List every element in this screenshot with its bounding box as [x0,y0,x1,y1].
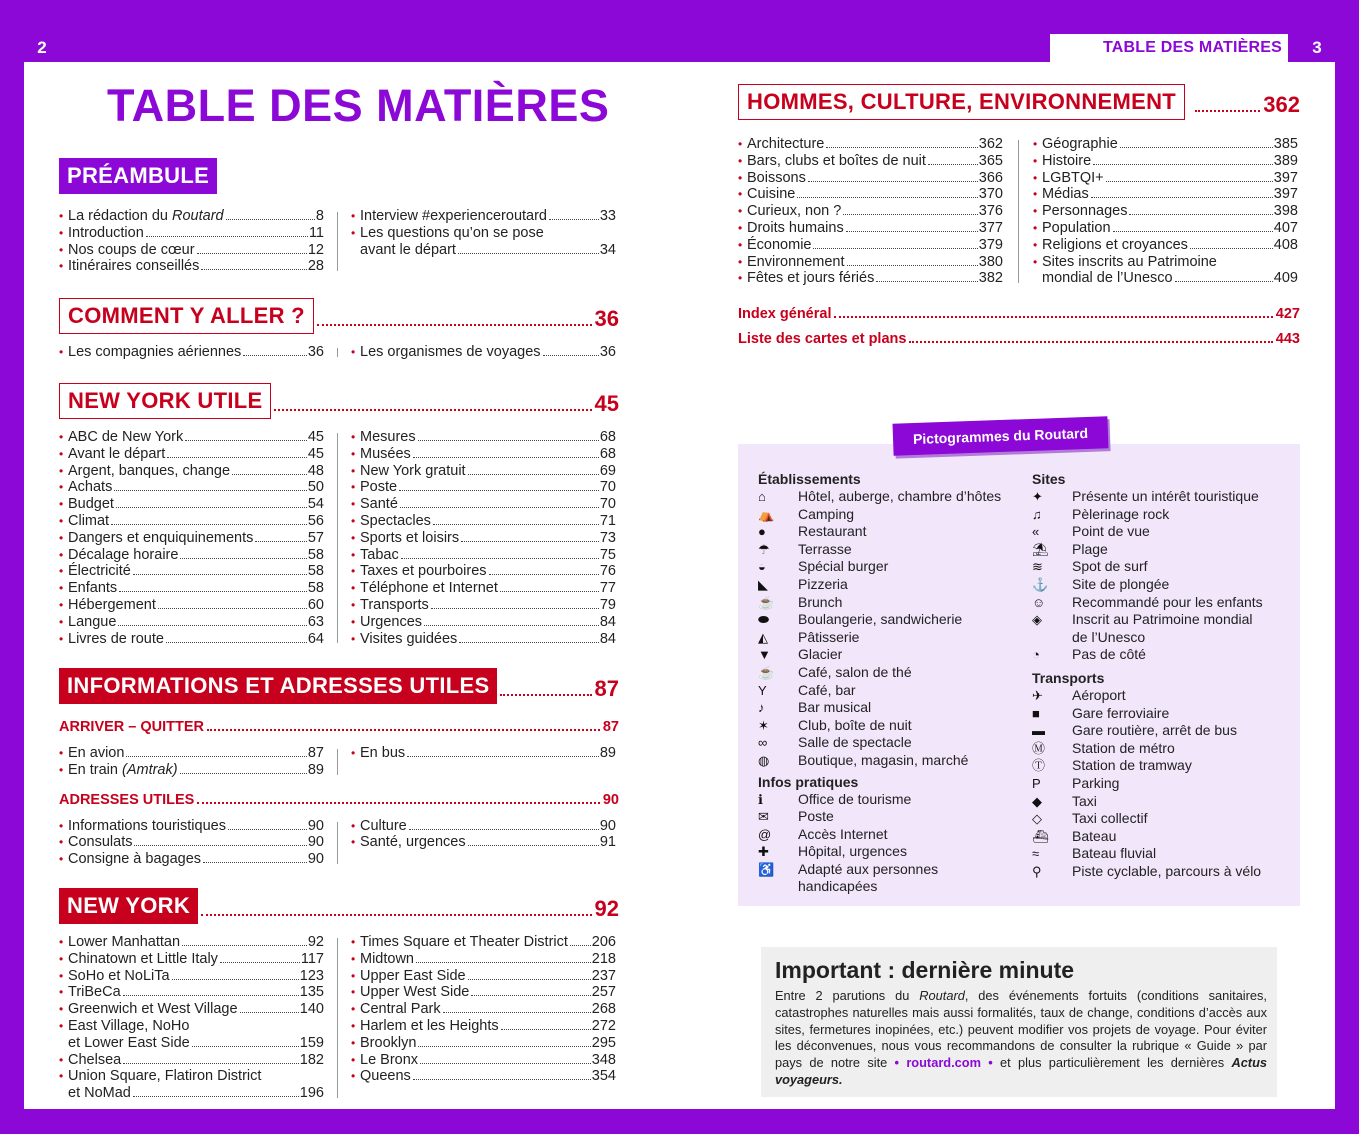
toc-entry[interactable]: • Hébergement 60 [59,597,324,614]
toc-entry[interactable]: • TriBeCa 135 [59,984,324,1001]
toc-entry[interactable]: • Taxes et pourboires 76 [351,563,616,580]
glass-icon: Y [758,682,767,698]
beach-icon: ⛱ [1032,541,1049,557]
toc-entry[interactable]: • Décalage horaire 58 [59,547,324,564]
unesco-icon: ◈ [1032,612,1042,628]
section-page: 87 [594,676,619,701]
toc-entry[interactable]: • Enfants 58 [59,580,324,597]
toc-entry[interactable]: • Harlem et les Heights 272 [351,1018,616,1035]
subsection-arriver-quitter[interactable]: ARRIVER – QUITTER 87 [59,719,619,735]
parking-icon: P [1032,775,1041,791]
surf-icon: ≋ [1032,559,1043,575]
category-title: Infos pratiques [758,773,859,790]
picto-item: ≈ Bateau fluvial [1032,845,1157,862]
offbeat-icon: ◔ [1032,647,1040,663]
pizza-icon: ◣ [758,576,768,592]
page-number-left: 2 [22,34,62,62]
toc-entry[interactable]: • Histoire 389 [1033,153,1298,170]
toc-entry[interactable]: • Itinéraires conseillés 28 [59,258,324,275]
toc-entry[interactable]: • Achats 50 [59,479,324,496]
toc-entry[interactable]: • Les compagnies aériennes 36 [59,344,324,361]
picto-item: « Point de vue [1032,523,1150,540]
picto-item: ☂ Terrasse [758,540,852,557]
picto-item: ◭ Pâtisserie [758,628,860,645]
toc-entry[interactable]: • Bars, clubs et boîtes de nuit 365 [738,153,1003,170]
bus-icon: ▬ [1032,723,1045,739]
toc-entry[interactable]: • Médias 397 [1033,186,1298,203]
toc-entry[interactable]: • LGBTQI+ 397 [1033,170,1298,187]
toc-entry[interactable]: • Budget 54 [59,496,324,513]
toc-column [1033,136,1298,287]
toc-entry[interactable]: • Union Square, Flatiron District et NoMad 196 [59,1068,324,1102]
toc-entry[interactable]: • Urgences 84 [351,614,616,631]
toc-entry[interactable]: • Spectacles 71 [351,513,616,530]
toc-entry[interactable]: • Lower Manhattan 92 [59,934,324,951]
toc-entry[interactable]: • Les questions qu’on se pose avant le départ 34 [351,225,616,259]
toc-entry[interactable]: • Le Bronx 348 [351,1052,616,1069]
toc-entry[interactable]: • Argent, banques, change 48 [59,463,324,480]
pictograms-title: Pictogrammes du Routard [893,416,1109,455]
picto-item: ♫ Pèlerinage rock [1032,505,1170,522]
mask-icon: ∞ [758,735,768,751]
picto-item: @ Accès Internet [758,825,888,842]
toc-entry[interactable]: • SoHo et NoLiTa 123 [59,968,324,985]
airport-icon: ✈ [1032,687,1043,703]
running-header: TABLE DES MATIÈRES [1050,34,1288,62]
toc-entry[interactable]: • Interview #experienceroutard 33 [351,208,616,225]
toc-entry[interactable]: • Santé 70 [351,496,616,513]
toc-entry[interactable]: • En avion 87 [59,745,324,762]
category-title: Établissements [758,471,861,487]
toc-entry[interactable]: • Upper East Side 237 [351,968,616,985]
picto-item: ℹ Office de tourisme [758,790,912,807]
section-page: 36 [594,306,619,331]
picto-item: ⛱ Plage [1032,540,1108,557]
diving-icon: ⚓ [1032,576,1049,592]
toc-entry[interactable]: • Dangers et enquiquinements 57 [59,530,324,547]
picto-item: ☕ Café, salon de thé [758,663,912,680]
toc-entry[interactable]: • Architecture 362 [738,136,1003,153]
picto-item: ▬ Gare routière, arrêt de bus [1032,722,1237,739]
picto-item: ♪ Bar musical [758,699,872,716]
category-title: Transports [1032,669,1105,686]
toc-entry[interactable]: • Électricité 58 [59,563,324,580]
picto-item: Ⓜ Station de métro [1032,739,1175,756]
section-title: NEW YORK UTILE [59,383,271,419]
picto-item: ⬬ Boulangerie, sandwicherie [758,611,963,628]
picto-item: ■ Gare ferroviaire [1032,704,1170,721]
section-title: INFORMATIONS ET ADRESSES UTILES [59,668,497,704]
picto-item: ☕ Brunch [758,593,843,610]
index-general-link[interactable]: Index général 427 [738,306,1300,322]
toc-entry[interactable]: • Informations touristiques 90 [59,818,324,835]
hotel-icon: ⌂ [758,489,766,504]
icecream-icon: ▼ [758,647,771,663]
toc-entry[interactable]: • Climat 56 [59,513,324,530]
toc-entry[interactable]: • Nos coups de cœur 12 [59,242,324,259]
toc-entry[interactable]: • En train (Amtrak) 89 [59,762,324,779]
toc-entry[interactable]: • Transports 79 [351,597,616,614]
toc-entry[interactable]: • Santé, urgences 91 [351,834,616,851]
wheelchair-icon: ♿ [758,861,775,877]
toc-entry[interactable]: • Curieux, non ? 376 [738,203,1003,220]
toc-entry[interactable]: • Sites inscrits au Patrimoine mondial de l’Unesco 409 [1033,254,1298,288]
terrasse-icon: ☂ [758,541,770,557]
viewpoint-icon: « [1032,524,1040,540]
important-text: Entre 2 parutions du Routard, des événements fortuits (conditions sanitaires, catastrophes naturelles mais aussi formalités, taux de change, conditions d’accès aux sites, fermetures inopinées, etc.) peuvent modifier vos projets de voyage. Pour éviter les déconvenues, nous vous recommandons de consulter la rubrique « Guide » par pays de notre site • routard.com • et plus particulièrement les dernières Actus voyageurs. [775,988,1268,1087]
subsection-adresses-utiles[interactable]: ADRESSES UTILES 90 [59,791,619,808]
category-title: Sites [1032,471,1066,487]
picto-item: ◇ Taxi collectif [1032,810,1148,827]
toc-entry[interactable]: • Culture 90 [351,818,616,835]
toc-entry[interactable]: • New York gratuit 69 [351,463,616,480]
train-icon: ■ [1032,705,1040,721]
routard-link[interactable]: • routard.com • [894,1055,993,1071]
bike-icon: ⚲ [1032,863,1042,879]
toc-entry[interactable]: • Chinatown et Little Italy 117 [59,951,324,968]
pastry-icon: ◭ [758,629,768,645]
picto-item: ⌂ Hôtel, auberge, chambre d’hôtes [758,488,1002,504]
camping-icon: ⛺ [758,506,775,522]
taxi-icon: ◆ [1032,793,1042,809]
toc-entry[interactable]: • Queens 354 [351,1068,616,1085]
picto-item: ◆ Taxi [1032,792,1097,809]
picto-item: Y Café, bar [758,681,856,698]
music-icon: ♪ [758,700,765,716]
picto-item: ✦ Présente un intérêt touristique [1032,488,1259,504]
section-title: PRÉAMBULE [59,158,217,194]
toc-entry[interactable]: • Introduction 11 [59,225,324,242]
toc-column [738,136,1003,287]
pictograms-column-right [1032,470,1297,880]
toc-column [59,208,324,275]
picto-item: P Parking [1032,774,1120,791]
toc-entry[interactable]: • Tabac 75 [351,547,616,564]
toc-entry[interactable]: • East Village, NoHo et Lower East Side 159 [59,1018,324,1052]
toc-entry[interactable]: • La rédaction du Routard 8 [59,208,324,225]
toc-entry[interactable]: • Téléphone et Internet 77 [351,580,616,597]
section-title: COMMENT Y ALLER ? [59,298,314,334]
picto-item: ⛴ Bateau [1032,827,1117,844]
cup-icon: ☕ [758,664,775,680]
bread-icon: ⬬ [758,612,770,628]
guitar-icon: ♫ [1032,506,1042,522]
toc-entry[interactable]: • Musées 68 [351,446,616,463]
section-preambule [59,156,619,275]
picto-item: ▼ Glacier [758,646,843,663]
metro-icon: Ⓜ [1032,740,1046,756]
picto-item: ⛺ Camping [758,505,855,522]
picto-item: ◣ Pizzeria [758,575,848,592]
toc-entry[interactable]: • Cuisine 370 [738,186,1003,203]
toc-column [59,429,324,647]
picto-item: Ⓣ Station de tramway [1032,757,1192,774]
toc-entry[interactable]: • Religions et croyances 408 [1033,237,1298,254]
toc-entry[interactable]: • Droits humains 377 [738,220,1003,237]
burger-icon: ◒ [758,559,766,575]
picto-item: ∞ Salle de spectacle [758,734,912,751]
picto-item: ☺ Recommandé pour les enfants [1032,593,1263,610]
picto-item: ♿ Adapté aux personnes handicapées [758,860,939,895]
touristic-icon: ✦ [1032,489,1043,504]
picto-item: ≋ Spot de surf [1032,558,1148,575]
toc-column [59,934,324,1102]
index-links [738,305,1300,348]
info-icon: ℹ [758,791,763,807]
section-hommes-culture [738,82,1300,287]
toc-entry[interactable]: • Midtown 218 [351,951,616,968]
toc-entry[interactable]: • Poste 70 [351,479,616,496]
section-title: NEW YORK [59,888,198,924]
toc-entry[interactable]: • ABC de New York 45 [59,429,324,446]
section-page: 45 [594,391,619,416]
picto-item: ● Restaurant [758,523,867,540]
toc-entry[interactable]: • Times Square et Theater District 206 [351,934,616,951]
toc-column [351,934,616,1102]
section-new-york [59,886,619,1102]
picto-item: ✉ Poste [758,808,834,825]
basket-icon: ◍ [758,752,770,768]
toc-entry[interactable]: • Brooklyn 295 [351,1035,616,1052]
picto-item: ⚓ Site de plongée [1032,575,1170,592]
toc-entry[interactable]: • Personnages 398 [1033,203,1298,220]
river-boat-icon: ≈ [1032,846,1040,862]
picto-item: ✈ Aéroport [1032,686,1126,703]
picto-item: ◍ Boutique, magasin, marché [758,751,969,768]
toc-entry[interactable]: • Environnement 380 [738,254,1003,271]
toc-entry[interactable]: • Sports et loisirs 73 [351,530,616,547]
picto-item: ⚲ Piste cyclable, parcours à vélo [1032,862,1262,879]
dancer-icon: ✶ [758,717,769,733]
toc-entry[interactable]: • Visites guidées 84 [351,631,616,648]
toc-entry[interactable]: • Géographie 385 [1033,136,1298,153]
picto-item: ◔ Pas de côté [1032,646,1146,663]
brunch-icon: ☕ [758,594,775,610]
section-informations [59,666,619,868]
toc-entry[interactable]: • Avant le départ 45 [59,446,324,463]
section-new-york-utile [59,381,619,647]
toc-entry[interactable]: • Upper West Side 257 [351,984,616,1001]
section-title: HOMMES, CULTURE, ENVIRONNEMENT [738,84,1185,120]
toc-entry[interactable]: • Boissons 366 [738,170,1003,187]
toc-column [351,429,616,647]
tram-icon: Ⓣ [1032,758,1046,774]
toc-entry[interactable]: • Fêtes et jours fériés 382 [738,270,1003,287]
toc-entry[interactable]: • Consigne à bagages 90 [59,851,324,868]
important-title: Important : dernière minute [775,957,1075,983]
pictograms-column-left [758,470,1023,896]
picto-item: ◈ Inscrit au Patrimoine mondial de l’Unesco [1032,611,1253,645]
restaurant-icon: ● [758,524,766,540]
page-title: TABLE DES MATIÈRES [107,80,610,131]
toc-column [351,208,616,275]
page-number-right: 3 [1297,34,1337,62]
mail-icon: ✉ [758,809,769,825]
shared-taxi-icon: ◇ [1032,811,1042,827]
picto-item: ✚ Hôpital, urgences [758,843,907,860]
children-icon: ☺ [1032,594,1046,610]
section-page: 92 [594,896,619,921]
toc-entry[interactable]: • Les organismes de voyages 36 [351,344,616,361]
toc-entry[interactable]: • Économie 379 [738,237,1003,254]
toc-entry[interactable]: • Central Park 268 [351,1001,616,1018]
toc-entry[interactable]: • Population 407 [1033,220,1298,237]
toc-entry[interactable]: • Consulats 90 [59,834,324,851]
section-page: 362 [1263,92,1300,117]
index-cartes-link[interactable]: Liste des cartes et plans 443 [738,331,1300,347]
at-icon: @ [758,826,772,842]
toc-entry[interactable]: • Chelsea 182 [59,1052,324,1069]
hospital-icon: ✚ [758,844,769,860]
picto-item: ✶ Club, boîte de nuit [758,716,912,733]
toc-entry[interactable]: • Livres de route 64 [59,631,324,648]
toc-entry[interactable]: • Langue 63 [59,614,324,631]
picto-item: ◒ Spécial burger [758,558,889,575]
toc-entry[interactable]: • En bus 89 [351,745,616,762]
important-box [761,947,1277,1097]
boat-icon: ⛴ [1032,828,1049,844]
toc-entry[interactable]: • Mesures 68 [351,429,616,446]
section-comment-y-aller [59,296,619,361]
toc-entry[interactable]: • Greenwich et West Village 140 [59,1001,324,1018]
